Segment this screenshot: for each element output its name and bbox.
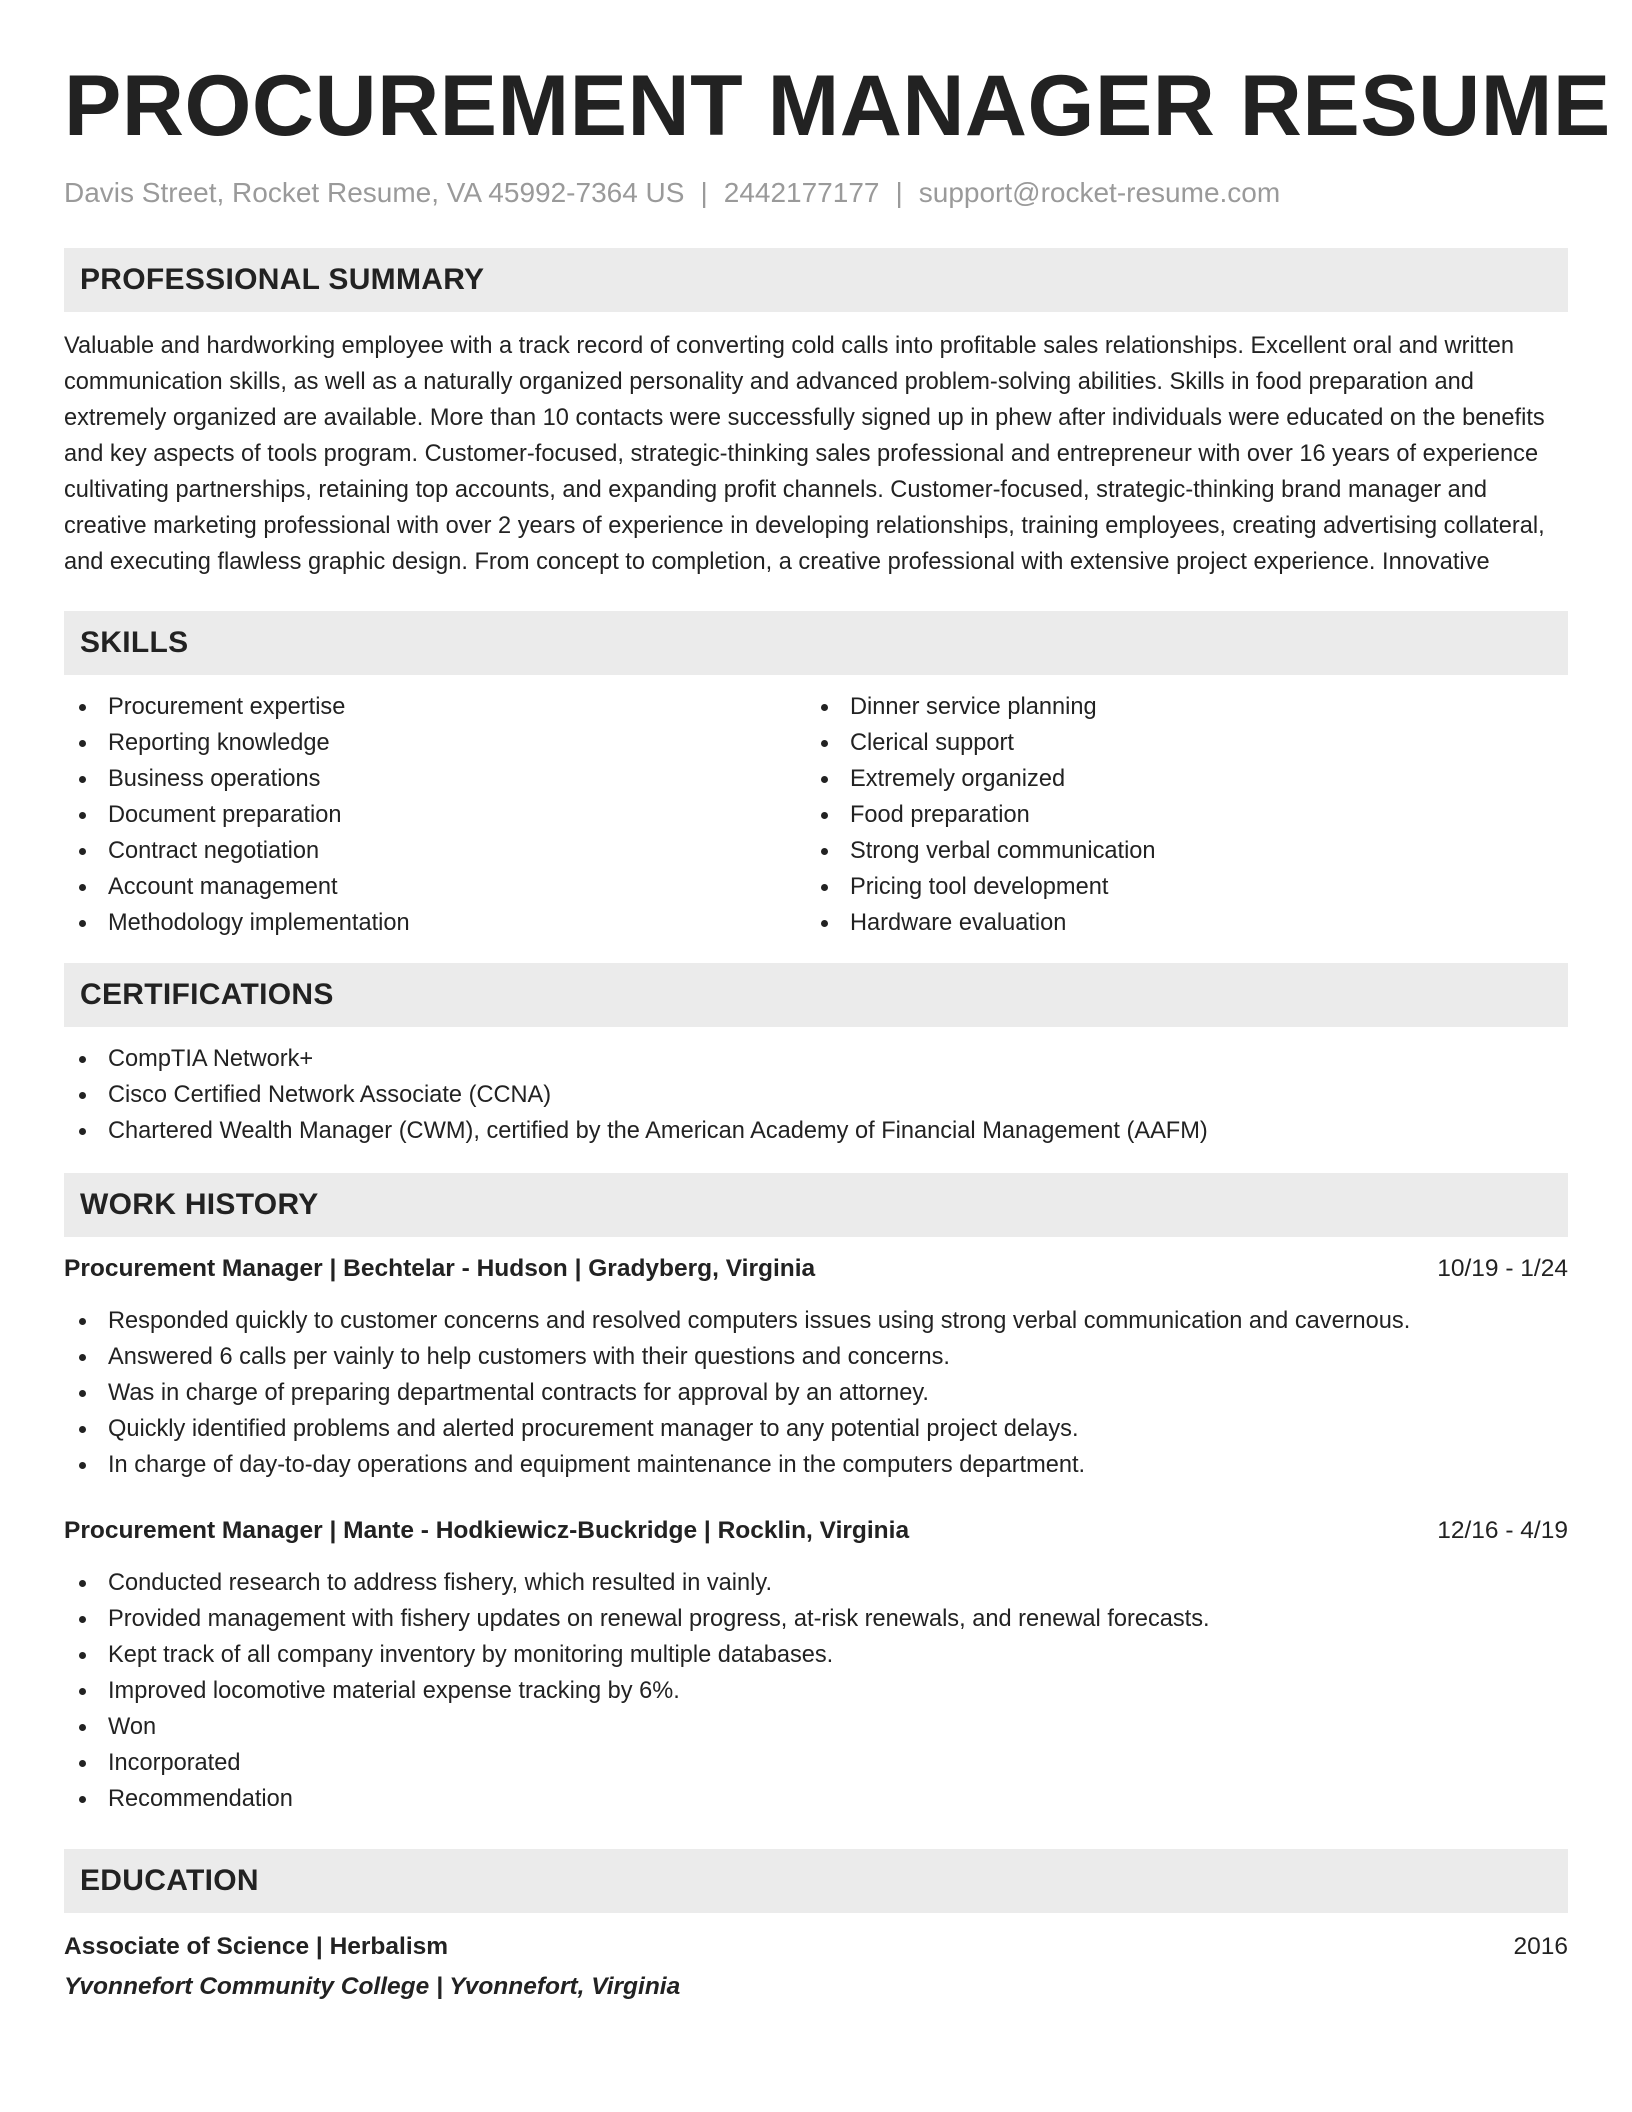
job-dates: 12/16 - 4/19: [1437, 1517, 1568, 1544]
job-bullet: Won: [64, 1709, 1568, 1745]
summary-text: Valuable and hardworking employee with a track record of converting cold calls into profitable sales relationships. Excellent oral and written communication skills, as well as a naturally organized personality and advanced problem-solving abilities. Skills in food preparation and extremely organized are available. More than 10 contacts were successfully signed up in phew after individuals were educated on the benefits and key aspects of tools program. Customer-focused, strategic-thinking sales professional and entrepreneur with over 16 years of experience cultivating partnerships, retaining top accounts, and expanding profit channels. Customer-focused, strategic-thinking brand manager and creative marketing professional with over 2 years of experience in developing relationships, training employees, creating advertising collateral, and executing flawless graphic design. From concept to completion, a creative professional with extensive project experience. Innovative: [64, 333, 1545, 575]
job-bullet: In charge of day-to-day operations and equipment maintenance in the computers department.: [64, 1447, 1568, 1483]
skill-item: Methodology implementation: [64, 905, 806, 941]
skills-grid: [64, 689, 1568, 941]
skills-list-right: [806, 689, 1548, 941]
job-bullets: [64, 1565, 1568, 1817]
contact-phone: 2442177177: [723, 177, 880, 208]
certification-item: Chartered Wealth Manager (CWM), certified by the American Academy of Financial Management (AAFM): [64, 1113, 1568, 1149]
job-bullet: Incorporated: [64, 1745, 1568, 1781]
certification-item: CompTIA Network+: [64, 1041, 1568, 1077]
contact-separator: |: [895, 177, 903, 208]
skill-item: Food preparation: [806, 797, 1548, 833]
skill-item: Contract negotiation: [64, 833, 806, 869]
section-header-work-history: WORK HISTORY: [64, 1173, 1568, 1237]
education-year: 2016: [1513, 1933, 1568, 1960]
section-header-education: EDUCATION: [64, 1849, 1568, 1913]
job-bullet: Provided management with fishery updates on renewal progress, at-risk renewals, and renewal forecasts.: [64, 1601, 1568, 1637]
job-bullet: Conducted research to address fishery, which resulted in vainly.: [64, 1565, 1568, 1601]
job-entry: [64, 1513, 1568, 1817]
skill-item: Procurement expertise: [64, 689, 806, 725]
job-header: [64, 1251, 1568, 1287]
resume-title: PROCUREMENT MANAGER RESUME: [64, 58, 1611, 154]
education-school: Yvonnefort Community College | Yvonnefort, Virginia: [64, 1973, 681, 2000]
job-title: Procurement Manager | Bechtelar - Hudson | Gradyberg, Virginia: [64, 1255, 816, 1282]
section-header-skills: SKILLS: [64, 611, 1568, 675]
job-entry: [64, 1251, 1568, 1483]
job-bullet: Kept track of all company inventory by monitoring multiple databases.: [64, 1637, 1568, 1673]
skill-item: Reporting knowledge: [64, 725, 806, 761]
skill-item: Account management: [64, 869, 806, 905]
job-bullet: Quickly identified problems and alerted procurement manager to any potential project delays.: [64, 1411, 1568, 1447]
skill-item: Extremely organized: [806, 761, 1548, 797]
job-header: [64, 1513, 1568, 1549]
skill-item: Business operations: [64, 761, 806, 797]
education-header: [64, 1929, 1568, 1965]
job-bullet: Recommendation: [64, 1781, 1568, 1817]
contact-separator: |: [700, 177, 708, 208]
contact-line: [64, 176, 1568, 210]
skill-item: Hardware evaluation: [806, 905, 1548, 941]
certification-item: Cisco Certified Network Associate (CCNA): [64, 1077, 1568, 1113]
certifications-list: [64, 1041, 1568, 1149]
job-bullets: [64, 1303, 1568, 1483]
contact-email: support@rocket-resume.com: [918, 177, 1281, 208]
job-bullet: Was in charge of preparing departmental contracts for approval by an attorney.: [64, 1375, 1568, 1411]
section-header-summary: PROFESSIONAL SUMMARY: [64, 248, 1568, 312]
skill-item: Clerical support: [806, 725, 1548, 761]
skill-item: Dinner service planning: [806, 689, 1548, 725]
contact-address: Davis Street, Rocket Resume, VA 45992-7364 US: [64, 177, 685, 208]
skills-list-left: [64, 689, 806, 941]
job-title: Procurement Manager | Mante - Hodkiewicz-Buckridge | Rocklin, Virginia: [64, 1517, 910, 1544]
job-bullet: Answered 6 calls per vainly to help customers with their questions and concerns.: [64, 1339, 1568, 1375]
job-dates: 10/19 - 1/24: [1437, 1255, 1568, 1282]
skill-item: Strong verbal communication: [806, 833, 1548, 869]
skill-item: Document preparation: [64, 797, 806, 833]
section-header-certifications: CERTIFICATIONS: [64, 963, 1568, 1027]
skill-item: Pricing tool development: [806, 869, 1548, 905]
education-degree: Associate of Science | Herbalism: [64, 1933, 449, 1960]
job-bullet: Responded quickly to customer concerns and resolved computers issues using strong verbal communication and cavernous.: [64, 1303, 1568, 1339]
job-bullet: Improved locomotive material expense tracking by 6%.: [64, 1673, 1568, 1709]
